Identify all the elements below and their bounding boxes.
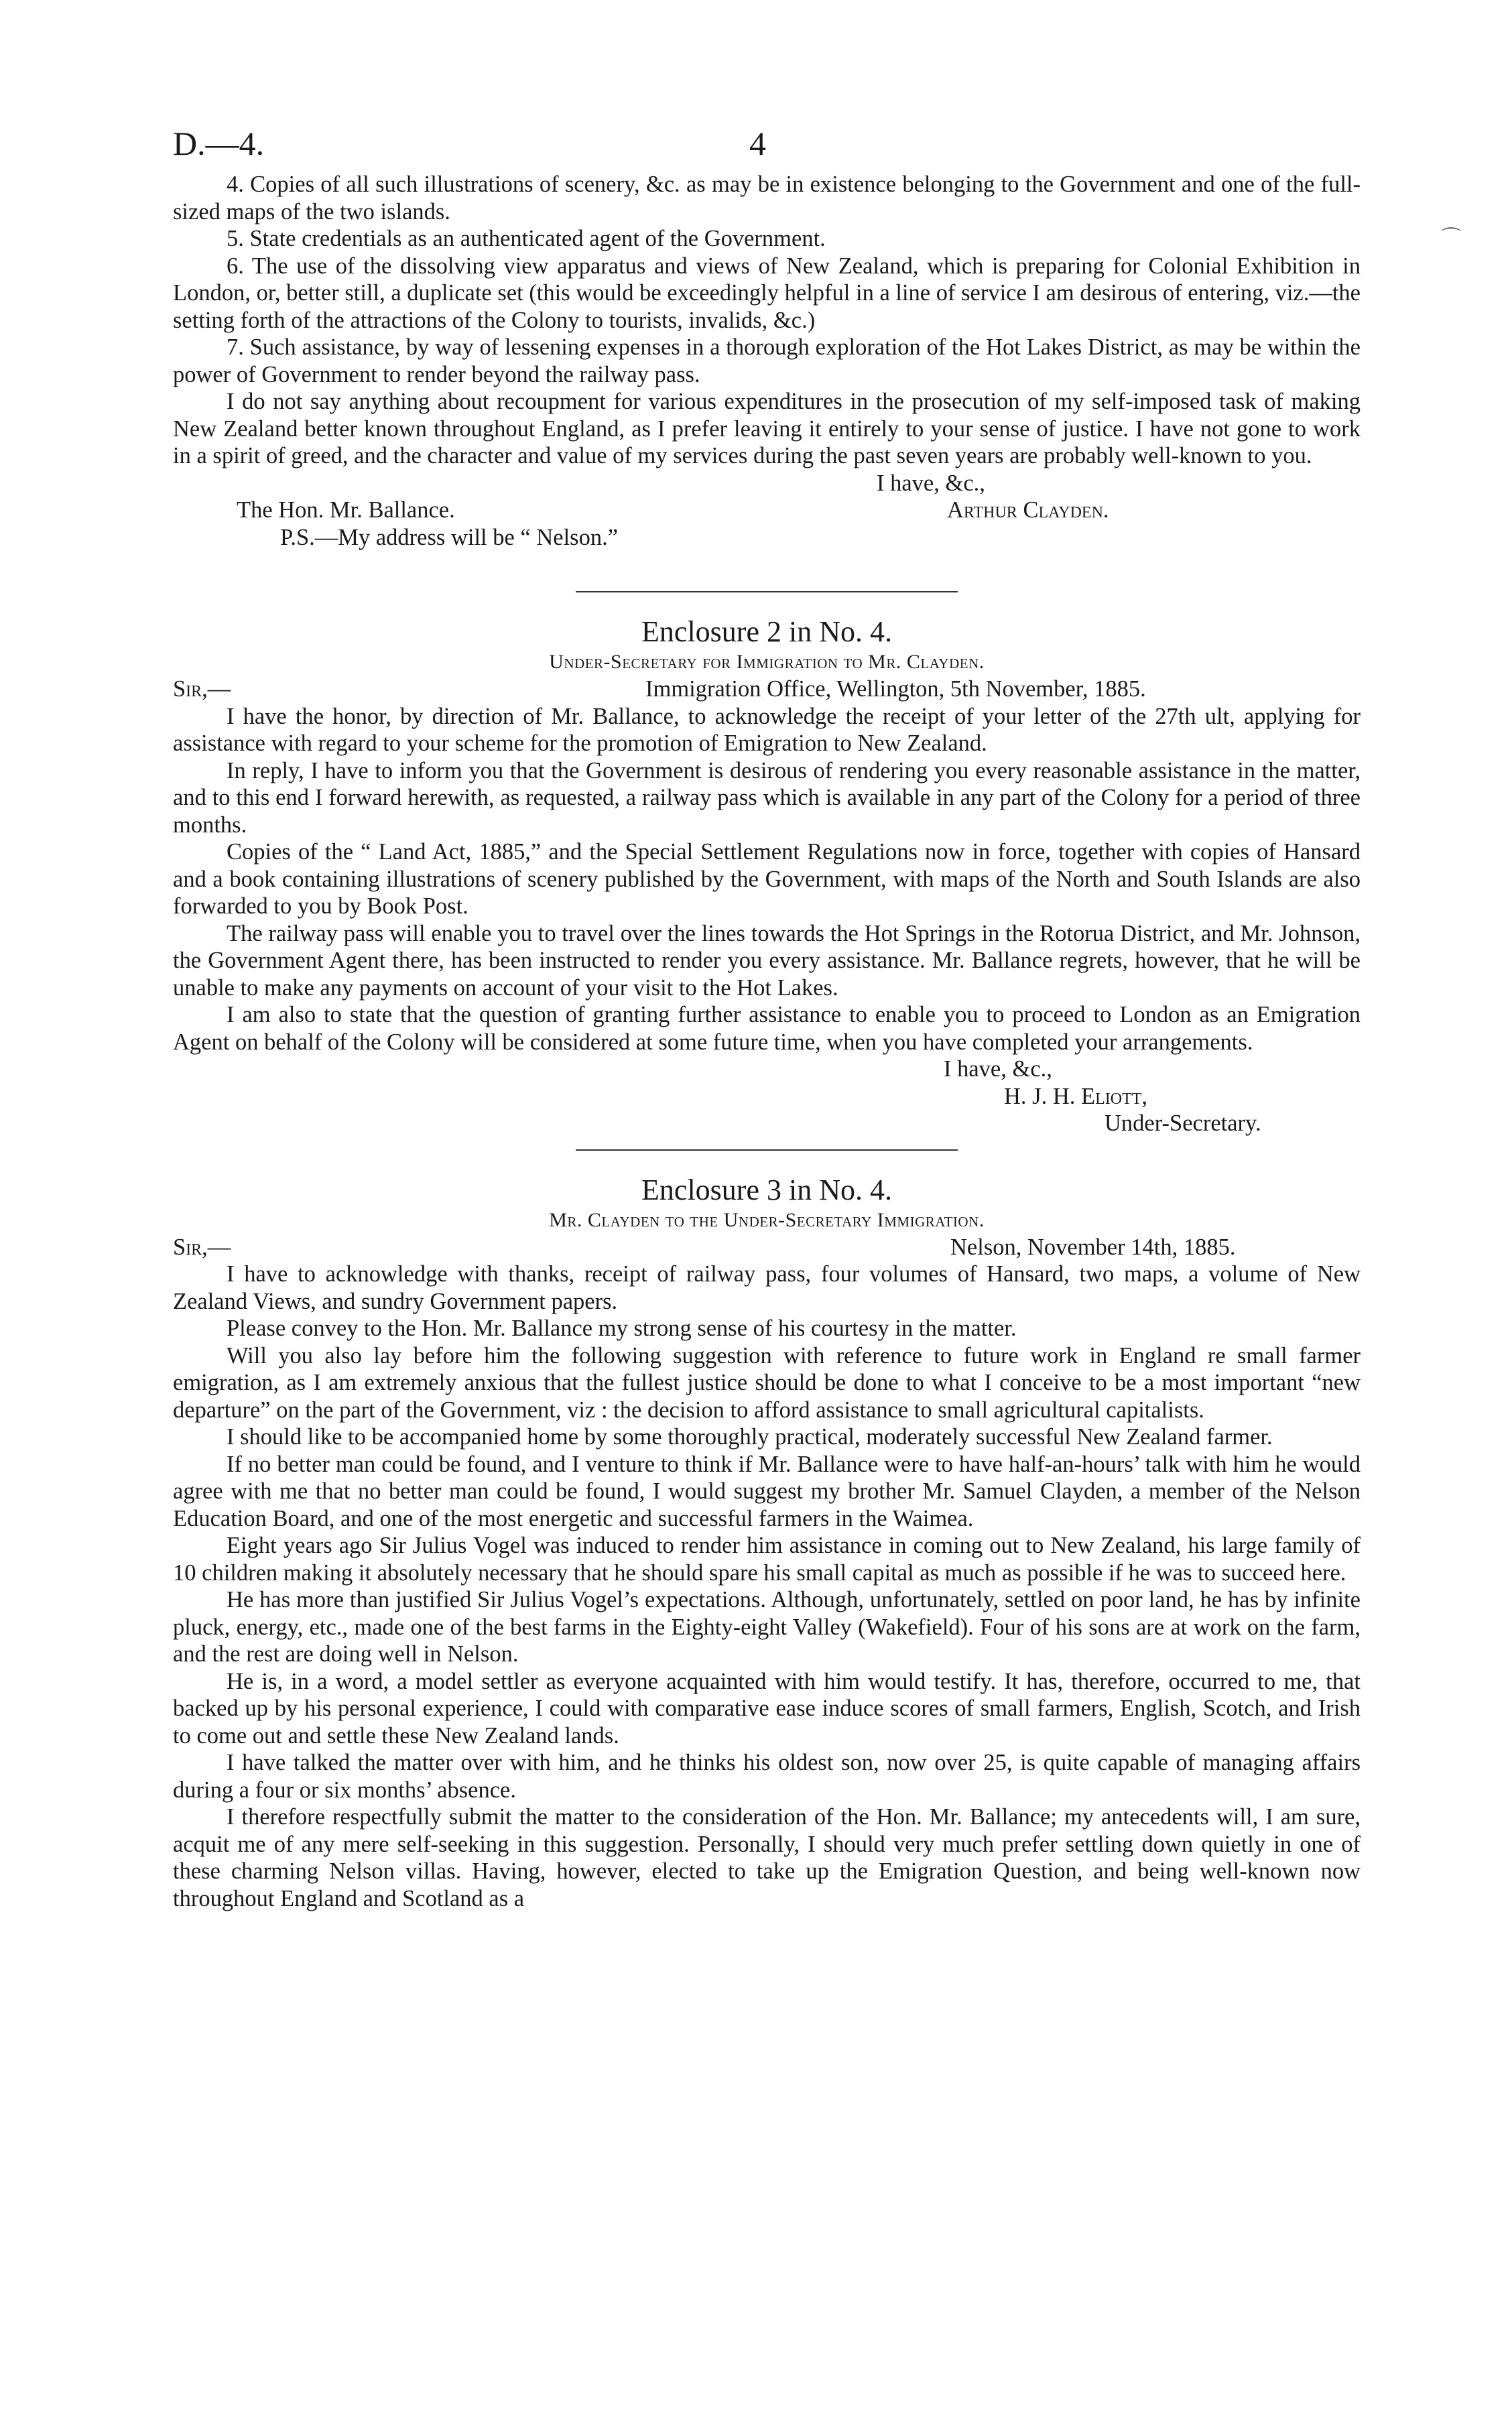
paragraph: I do not say anything about recoupment for various expenditures in the prosecution of my self-imposed task of making New Zealand better known throughout England, as I prefer leaving it entirely to your sense of justice. I have not gone to work in a spirit of greed, and the character and value of my services during the past seven years are probably well-known to you. (173, 389, 1361, 468)
salutation-line (173, 676, 1361, 703)
addressee: The Hon. Mr. Ballance. (237, 497, 455, 523)
paragraph: Please convey to the Hon. Mr. Ballance my strong sense of his courtesy in the matter. (227, 1316, 1017, 1341)
place-date: Immigration Office, Wellington, 5th November, 1885. (645, 676, 1146, 702)
enclosure-subtitle: Under-Secretary for Immigration to Mr. Clayden. (549, 651, 985, 673)
closing-line (173, 470, 1361, 497)
addressee-signature-line (173, 497, 1361, 524)
enclosure-title: Enclosure 3 in No. 4. (641, 1173, 892, 1206)
page-number: 4 (749, 125, 766, 162)
margin-mark: ⌒ (1441, 227, 1461, 249)
paragraph: Will you also lay before him the following suggestion with reference to future work in England re small farmer emigration, as I am extremely anxious that the fullest justice should be done to what I conceive to be a most important “new departure” on the part of the Government, viz : the decision to afford assistance to small agricultural capitalists. (173, 1342, 1361, 1423)
enclosure-2 (173, 615, 1361, 1137)
postscript-line (173, 524, 1361, 552)
paragraph: I should like to be accompanied home by some thoroughly practical, moderately successful New Zealand farmer. (227, 1424, 1273, 1450)
paragraph: He is, in a word, a model settler as everyone acquainted with him would testify. It has, therefore, occurred to me, that backed up by his personal experience, I could with comparative ease induce scores of small farmers, English, Scotch, and Irish to come out and settle these New Zealand lands. (173, 1668, 1361, 1749)
paragraph: I am also to state that the question of granting further assistance to enable you to proceed to London as an Emigration Agent on behalf of the Colony will be considered at some future time, when you have completed your arrangements. (173, 1002, 1361, 1055)
postscript: P.S.—My address will be “ Nelson.” (280, 524, 619, 550)
paragraph: I have talked the matter over with him, and he thinks his oldest son, now over 25, is quite capable of managing affairs during a four or six months’ absence. (173, 1750, 1361, 1803)
paragraph: 5. State credentials as an authenticated agent of the Government. (227, 226, 826, 251)
paragraph: 4. Copies of all such illustrations of scenery, &c. as may be in existence belonging to the Government and one of the full-sized maps of the two islands. (173, 172, 1361, 225)
paragraph: 6. The use of the dissolving view apparatus and views of New Zealand, which is preparing for Colonial Exhibition in London, or, better still, a duplicate set (this would be exceedingly helpful in a line of service I am desirous of entering, viz.—the setting forth of the attractions of the Colony to tourists, invalids, &c.) (173, 253, 1361, 333)
paragraph: The railway pass will enable you to travel over the lines towards the Hot Springs in the Rotorua District, and Mr. Johnson, the Government Agent there, has been instructed to render you every assistance. Mr. Ballance regrets, however, that he will be unable to make any payments on account of your visit to the Hot Lakes. (173, 920, 1361, 1001)
paragraph: If no better man could be found, and I venture to think if Mr. Ballance were to have half-an-hours’ talk with him he would agree with me that no better man could be found, I would suggest my brother Mr. Samuel Clayden, a member of the Nelson Education Board, and one of the most energetic and successful farmers in the Waimea. (173, 1451, 1361, 1531)
paragraph: I have the honor, by direction of Mr. Ballance, to acknowledge the receipt of your letter of the 27th ult, applying for assistance with regard to your scheme for the promotion of Emigration to New Zealand. (173, 703, 1361, 756)
paragraph: I therefore respectfully submit the matter to the consideration of the Hon. Mr. Ballance; my antecedents will, I am sure, acquit me of any mere self-seeking in this suggestion. Personally, I should very much prefer settling down quietly in one of these charming Nelson villas. Having, however, elected to take up the Emigration Question, and being well-known now throughout England and Scotland as a (173, 1804, 1361, 1911)
closing: I have, &c., (877, 470, 985, 496)
enclosure-subtitle: Mr. Clayden to the Under-Secretary Immigration. (549, 1208, 985, 1231)
page-header (173, 117, 1361, 171)
paragraph: I have to acknowledge with thanks, receipt of railway pass, four volumes of Hansard, two maps, a volume of New Zealand Views, and sundry Government papers. (173, 1261, 1361, 1314)
signature: H. J. H. Eliott, (1004, 1083, 1148, 1109)
closing: I have, &c., (944, 1056, 1052, 1082)
place-date: Nelson, November 14th, 1885. (950, 1234, 1236, 1260)
signature-title: Under-Secretary. (1105, 1110, 1261, 1136)
enclosure-title: Enclosure 2 in No. 4. (641, 615, 892, 648)
signature-title-line (173, 1110, 1361, 1137)
salutation: Sir,— (173, 1234, 231, 1260)
paragraph: Eight years ago Sir Julius Vogel was induced to render him assistance in coming out to New Zealand, his large family of 10 children making it absolutely necessary that he should spare his small capital as much as possible if he was to succeed here. (173, 1533, 1361, 1586)
enclosure-3 (173, 1173, 1361, 1913)
letter-continuation (173, 171, 1361, 551)
signature-line (173, 1083, 1361, 1110)
salutation: Sir,— (173, 676, 231, 702)
document-page (173, 117, 1361, 1912)
salutation-line (173, 1234, 1361, 1261)
paragraph: 7. Such assistance, by way of lessening expenses in a thorough exploration of the Hot Lakes District, as may be within the power of Government to render beyond the railway pass. (173, 334, 1361, 387)
paragraph: He has more than justified Sir Julius Vogel’s expectations. Although, unfortunately, settled on poor land, he has by infinite pluck, energy, etc., made one of the best farms in the Eighty-eight Valley (Wakefield). Four of his sons are at work on the farm, and the rest are doing well in Nelson. (173, 1587, 1361, 1667)
signature: Arthur Clayden. (947, 497, 1109, 523)
document-reference: D.—4. (173, 125, 265, 162)
paragraph: Copies of the “ Land Act, 1885,” and the Special Settlement Regulations now in force, together with copies of Hansard and a book containing illustrations of scenery published by the Government, with maps of the North and South Islands are also forwarded to you by Book Post. (173, 839, 1361, 919)
paragraph: In reply, I have to inform you that the Government is desirous of rendering you every reasonable assistance in the matter, and to this end I forward herewith, as requested, a railway pass which is available in any part of the Colony for a period of three months. (173, 757, 1361, 838)
closing-line (173, 1056, 1361, 1083)
